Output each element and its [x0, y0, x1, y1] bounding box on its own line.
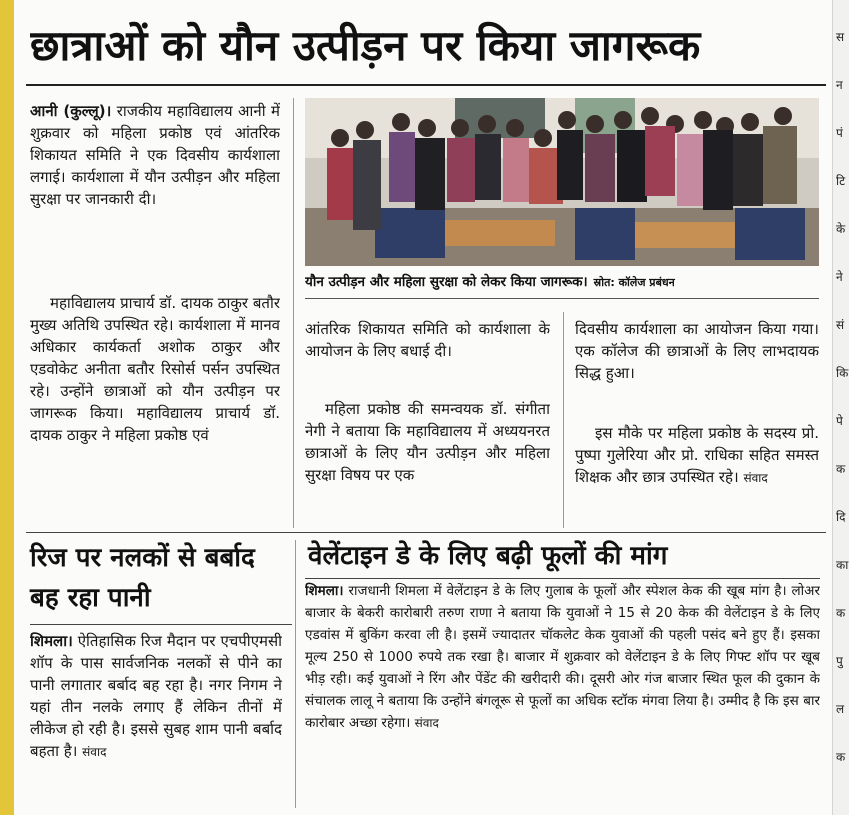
edge-fragment: क	[836, 462, 846, 476]
edge-fragment: पे	[836, 414, 843, 428]
edge-fragment: का	[836, 558, 849, 572]
story3-credit: संवाद	[414, 716, 439, 730]
photo-caption-text: यौन उत्पीड़न और महिला सुरक्षा को लेकर किया जागरूक।	[305, 274, 588, 290]
edge-fragment: ने	[836, 270, 843, 284]
caption-rule	[305, 298, 819, 299]
edge-fragment: दि	[836, 510, 846, 524]
story1-col1-para1-text: राजकीय महाविद्यालय आनी में शुक्रवार को महिला प्रकोष्ठ एवं आंतरिक शिकायत समिति ने एक दिवसीय कार्यशाला लगाई। कार्यशाला में यौन उत्पीड़न और महिला सुरक्षा पर जानकारी दी।	[30, 102, 280, 208]
story2-body-text: ऐतिहासिक रिज मैदान पर एचपीएमसी शॉप के पास सार्वजनिक नलकों से पीने का पानी लगातार बर्बाद बह रहा है। नगर निगम ने यहां तीन नलके लगाए हैं लेकिन तीनों में लीकेज हो रही है। इससे सुबह शाम पानी बर्बाद बहता है।	[30, 632, 282, 760]
story1-col3-para2	[575, 422, 819, 530]
edge-fragment: कि	[836, 366, 849, 380]
section-rule	[26, 532, 826, 533]
main-headline: छात्राओं को यौन उत्पीड़न पर किया जागरूक	[30, 21, 701, 70]
story1-col2-para2: महिला प्रकोष्ठ की समन्वयक डॉ. संगीता नेगी ने बताया कि महाविद्यालय में अध्ययनरत छात्राओं के लिए यौन उत्पीड़न और महिला सुरक्षा विषय पर एक	[305, 400, 550, 484]
edge-fragment: क	[836, 750, 846, 764]
edge-fragment: न	[836, 78, 843, 92]
edge-fragment: क	[836, 606, 846, 620]
column-divider	[563, 312, 564, 528]
story1-col3-para1: दिवसीय कार्यशाला का आयोजन किया गया। एक कॉलेज की छात्राओं के लिए लाभदायक सिद्ध हुआ।	[575, 320, 819, 382]
story2-headline: रिज पर नलकों से बर्बाद बह रहा पानी	[30, 543, 255, 613]
story3-dateline: शिमला।	[305, 583, 344, 599]
story1-credit: संवाद	[743, 471, 768, 485]
event-photo	[305, 98, 819, 266]
story1-dateline: आनी (कुल्लू)।	[30, 102, 112, 120]
edge-fragment: ल	[836, 702, 845, 716]
story2-body	[30, 630, 282, 806]
edge-fragment: पं	[836, 126, 843, 140]
edge-fragment: के	[836, 222, 846, 236]
adjacent-column-fragments	[832, 0, 849, 815]
photo-source: स्रोत: कॉलेज प्रबंधन	[593, 276, 675, 289]
headline-rule	[26, 84, 826, 86]
edge-fragment: स	[836, 30, 845, 44]
left-edge-strip	[0, 0, 14, 815]
story3-rule	[305, 578, 820, 579]
story1-col3-para2-text: इस मौके पर महिला प्रकोष्ठ के सदस्य प्रो. पुष्पा गुलेरिया और प्रो. राधिका सहित समस्त शिक्षक और छात्र उपस्थित रहे।	[575, 424, 819, 486]
story3-body	[305, 580, 820, 805]
edge-fragment: पु	[836, 654, 843, 668]
story3-headline: वेलेंटाइन डे के लिए बढ़ी फूलों की मांग	[308, 541, 668, 571]
column-divider	[293, 98, 294, 528]
story1-col2-para1: आंतरिक शिकायत समिति को कार्यशाला के आयोजन के लिए बधाई दी।	[305, 320, 550, 360]
story2-credit: संवाद	[82, 745, 107, 759]
edge-fragment: टि	[836, 174, 846, 188]
story2-rule	[30, 624, 292, 625]
story1-col1-para1	[30, 100, 280, 288]
edge-fragment: सं	[836, 318, 845, 332]
story2-dateline: शिमला।	[30, 632, 73, 650]
photo-caption	[305, 268, 819, 296]
story3-body-text: राजधानी शिमला में वेलेंटाइन डे के लिए गुलाब के फूलों और स्पेशल केक की खूब मांग है। लोअर बाजार के बेकरी कारोबारी तरुण राणा ने बताया कि युवाओं ने 15 से 20 केक की वेलेंटाइन डे के लिए एडवांस में बुकिंग करवा ली है। इसमें ज्यादातर चॉकलेट केक युवाओं की पहली पसंद बने हुए हैं। इसका मूल्य 250 से 1000 रुपये तक रखा है। बाजार में शुक्रवार को वेलेंटाइन डे के लिए गिफ्ट शॉप पर खूब भीड़ रही। कई युवाओं ने रिंग और पेंडेंट की खरीदारी की। दूसरी ओर गंज बाजार स्थित फूल की दुकान के संचालक लालू ने बताया कि उन्होंने बंगलूरू से फूलों का अधिक स्टॉक मंगवा लिया है। उम्मीद है कि इस बार कारोबार अच्छा रहेगा।	[305, 583, 820, 731]
story1-col1-para2: महाविद्यालय प्राचार्य डॉ. दायक ठाकुर बतौर मुख्य अतिथि उपस्थित रहे। कार्यशाला में मानव अधिकार कार्यकर्ता अशोक ठाकुर और एडवोकेट अनीता बतौर रिसोर्स पर्सन उपस्थित रहे। उन्होंने छात्राओं को यौन उत्पीड़न पर जागरूक किया। महाविद्यालय प्राचार्य डॉ. दायक ठाकुर ने महिला प्रकोष्ठ एवं	[30, 294, 280, 444]
column-divider	[295, 540, 296, 808]
